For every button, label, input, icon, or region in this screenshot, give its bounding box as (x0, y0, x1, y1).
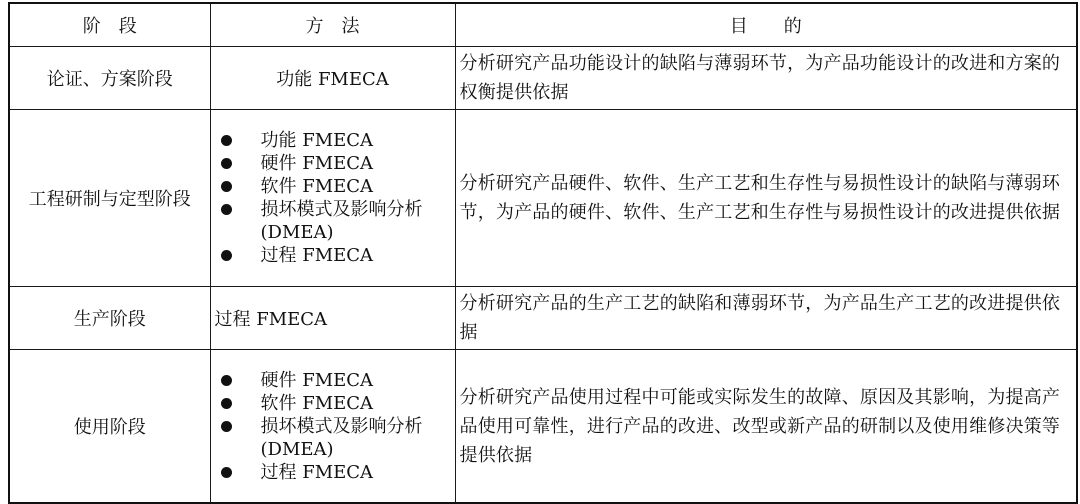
method-cell (210, 110, 455, 287)
bullet-icon (221, 250, 232, 261)
bullet-icon (221, 467, 232, 478)
stage-cell: 生产阶段 (9, 287, 210, 350)
table-header-row (9, 3, 1077, 47)
method-list (215, 129, 451, 267)
bullet-icon (221, 398, 232, 409)
purpose-cell: 分析研究产品的生产工艺的缺陷和薄弱环节，为产品生产工艺的改进提供依据 (455, 287, 1077, 350)
bullet-icon (221, 375, 232, 386)
list-item: 过程 FMECA (215, 461, 451, 484)
bullet-icon (221, 135, 232, 146)
header-method: 方 法 (210, 3, 455, 47)
list-item: 硬件 FMECA (215, 369, 451, 392)
stage-cell: 论证、方案阶段 (9, 47, 210, 110)
list-item: 损坏模式及影响分析 (DMEA) (215, 198, 451, 244)
list-item: 软件 FMECA (215, 175, 451, 198)
purpose-cell: 分析研究产品使用过程中可能或实际发生的故障、原因及其影响，为提高产品使用可靠性，进行产品的改进、改型或新产品的研制以及使用维修决策等提供依据 (455, 350, 1077, 504)
purpose-cell: 分析研究产品功能设计的缺陷与薄弱环节，为产品功能设计的改进和方案的权衡提供依据 (455, 47, 1077, 110)
stage-cell: 工程研制与定型阶段 (9, 110, 210, 287)
purpose-cell: 分析研究产品硬件、软件、生产工艺和生存性与易损性设计的缺陷与薄弱环节，为产品的硬件、软件、生产工艺和生存性与易损性设计的改进提供依据 (455, 110, 1077, 287)
header-stage: 阶 段 (9, 3, 210, 47)
table-row (9, 110, 1077, 287)
list-item: 硬件 FMECA (215, 152, 451, 175)
bullet-icon (221, 421, 232, 432)
method-cell: 过程 FMECA (210, 287, 455, 350)
bullet-icon (221, 181, 232, 192)
bullet-icon (221, 158, 232, 169)
list-item: 功能 FMECA (215, 129, 451, 152)
table-row (9, 47, 1077, 110)
stage-cell: 使用阶段 (9, 350, 210, 504)
method-cell: 功能 FMECA (210, 47, 455, 110)
list-item: 软件 FMECA (215, 392, 451, 415)
header-purpose: 目 的 (455, 3, 1077, 47)
bullet-icon (221, 204, 232, 215)
method-cell (210, 350, 455, 504)
list-item: 过程 FMECA (215, 244, 451, 267)
list-item: 损坏模式及影响分析 (DMEA) (215, 415, 451, 461)
fmeca-stage-table (8, 2, 1078, 504)
table-row (9, 287, 1077, 350)
method-list (215, 369, 451, 484)
table-row (9, 350, 1077, 504)
